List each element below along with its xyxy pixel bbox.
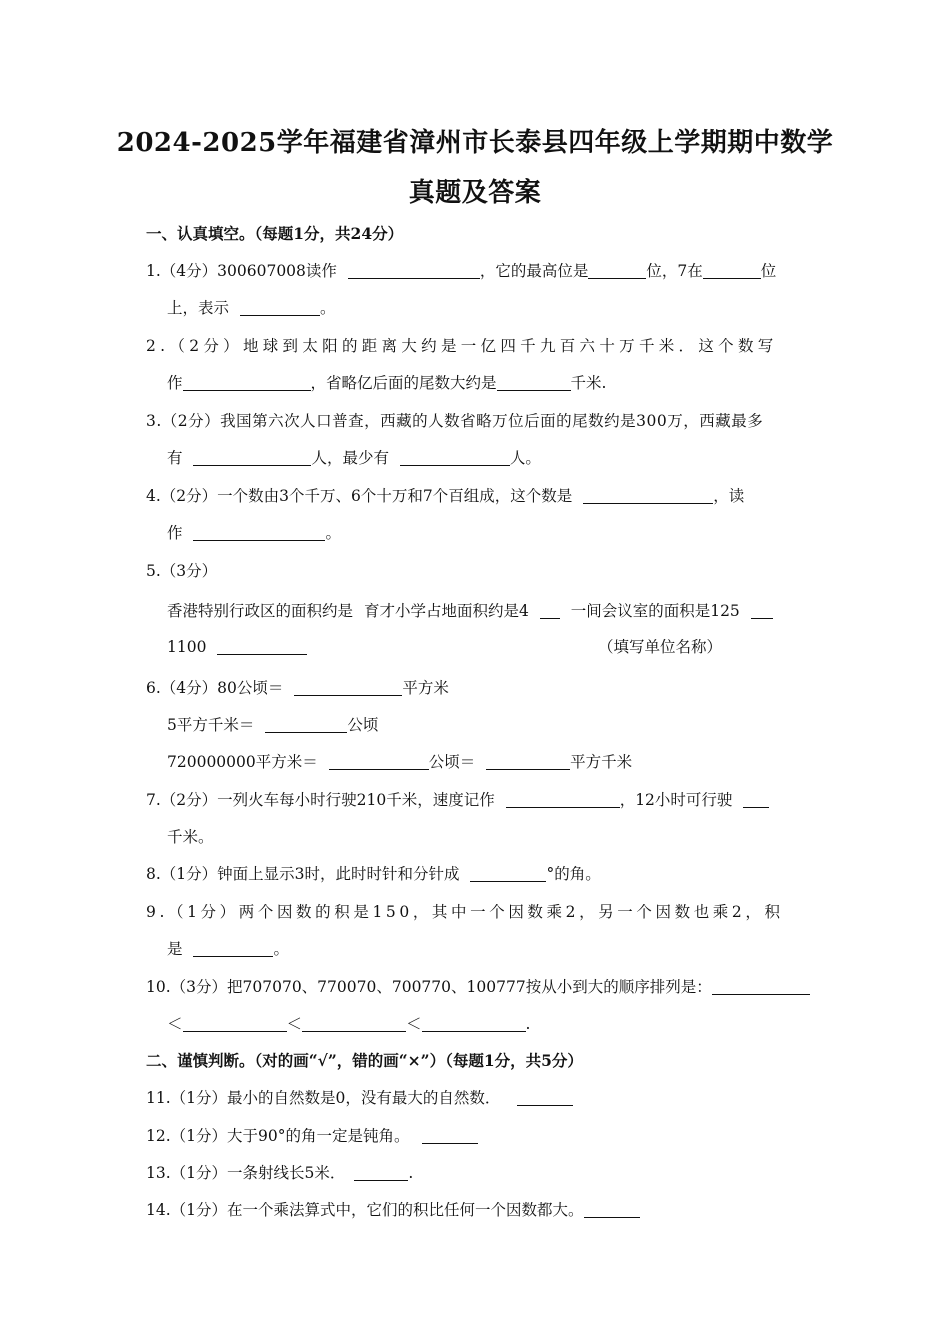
q2-blank-approx[interactable] bbox=[497, 374, 571, 391]
q5-blank-room-unit[interactable] bbox=[751, 602, 773, 619]
q2-text-d: 千米. bbox=[570, 374, 607, 392]
q9-text-b: 是 bbox=[167, 940, 183, 958]
q3-text-b: 有 bbox=[167, 449, 183, 467]
q14-text: 14.（1分）在一个乘法算式中，它们的积比任何一个因数都大。 bbox=[146, 1201, 584, 1219]
question-3-cont bbox=[167, 448, 541, 468]
question-5-table-row2 bbox=[167, 637, 307, 657]
q6-text-c: 5平方千米＝ bbox=[167, 716, 255, 734]
question-10-cont bbox=[167, 1014, 530, 1034]
q2-text-b: 作 bbox=[167, 374, 183, 392]
q1-text-f: 。 bbox=[319, 299, 336, 317]
document-title-line1: 2024-2025学年福建省漳州市长泰县四年级上学期期中数学 bbox=[116, 128, 834, 158]
q9-text: 9.（1分）两个因数的积是150，其中一个因数乘2，另一个因数也乘2，积 bbox=[146, 903, 784, 921]
q5-blank-school-unit[interactable] bbox=[540, 602, 560, 619]
q6-text-d: 公顷 bbox=[347, 716, 379, 734]
q11-text: 11.（1分）最小的自然数是0，没有最大的自然数． bbox=[146, 1089, 501, 1107]
q2-blank-number[interactable] bbox=[183, 374, 311, 391]
q3-blank-max[interactable] bbox=[193, 449, 311, 466]
q6-blank-hectare[interactable] bbox=[265, 716, 347, 733]
q1-text-d: 位 bbox=[760, 262, 777, 280]
q5-hint: （填写单位名称） bbox=[598, 638, 723, 656]
q4-text: 4.（2分）一个数由3个千万、6个十万和7个百组成，这个数是 bbox=[146, 487, 573, 505]
q11-blank-judge[interactable] bbox=[517, 1089, 573, 1106]
q6-text-g: 平方千米 bbox=[570, 753, 633, 771]
question-2-cont bbox=[167, 373, 606, 393]
q10-blank-4[interactable] bbox=[422, 1015, 526, 1032]
question-1-cont bbox=[167, 298, 335, 318]
question-9-cont bbox=[167, 939, 289, 959]
q3-text-c: 人，最少有 bbox=[311, 449, 389, 467]
q5-text: 5.（3分） bbox=[146, 562, 218, 580]
question-7 bbox=[146, 790, 769, 810]
question-6-line3 bbox=[167, 752, 632, 772]
q10-text: 10.（3分）把707070、770070、700770、100777按从小到大的顺序排列是： bbox=[146, 978, 712, 996]
q1-blank-highest-place[interactable] bbox=[588, 262, 646, 279]
q1-blank-meaning[interactable] bbox=[240, 299, 320, 316]
q10-end: . bbox=[525, 1015, 531, 1033]
q1-blank-place[interactable] bbox=[703, 262, 761, 279]
q10-lt-1: ＜ bbox=[167, 1015, 183, 1033]
q4-blank-number[interactable] bbox=[583, 487, 713, 504]
section-2-heading: 二、谨慎判断。（对的画“√”，错的画“×”）（每题1分，共5分） bbox=[146, 1051, 583, 1070]
q5-blank-hongkong-unit[interactable] bbox=[217, 638, 307, 655]
q6-text-f: 公顷＝ bbox=[428, 753, 476, 771]
q1-text-c: 位，7在 bbox=[646, 262, 703, 280]
q10-lt-3: ＜ bbox=[406, 1015, 422, 1033]
q10-blank-2[interactable] bbox=[183, 1015, 287, 1032]
question-10 bbox=[146, 977, 810, 997]
q3-text: 3.（2分）我国第六次人口普查，西藏的人数省略万位后面的尾数约是300万，西藏最多 bbox=[146, 412, 764, 430]
question-11 bbox=[146, 1088, 573, 1108]
q6-blank-hectare-2[interactable] bbox=[329, 753, 429, 770]
question-4-cont bbox=[167, 523, 341, 543]
q13-blank-judge[interactable] bbox=[354, 1164, 408, 1181]
q9-blank-product[interactable] bbox=[193, 940, 273, 957]
question-9 bbox=[146, 902, 784, 922]
question-8 bbox=[146, 864, 601, 884]
q8-text: 8.（1分）钟面上显示3时，此时时针和分针成 bbox=[146, 865, 460, 883]
q12-blank-judge[interactable] bbox=[422, 1127, 478, 1144]
q14-blank-judge[interactable] bbox=[584, 1201, 640, 1218]
q4-text-b: ，读 bbox=[713, 487, 745, 505]
question-13 bbox=[146, 1163, 413, 1183]
q9-text-c: 。 bbox=[273, 940, 289, 958]
q7-text-b: ，12小时可行驶 bbox=[619, 791, 733, 809]
q8-text-b: °的角。 bbox=[546, 865, 601, 883]
document-title-line2: 真题及答案 bbox=[408, 178, 542, 208]
q2-text: 2.（2分）地球到太阳的距离大约是一亿四千九百六十万千米．这个数写 bbox=[146, 337, 778, 355]
q6-blank-sqkm[interactable] bbox=[486, 753, 570, 770]
question-5-table-row1 bbox=[167, 601, 773, 621]
section-1-heading: 一、认真填空。（每题1分，共24分） bbox=[146, 224, 404, 243]
q4-blank-reading[interactable] bbox=[193, 524, 325, 541]
q3-blank-min[interactable] bbox=[400, 449, 510, 466]
q10-blank-1[interactable] bbox=[712, 978, 810, 995]
q5-item-hongkong: 香港特别行政区的面积约是 bbox=[167, 602, 354, 620]
question-2 bbox=[146, 336, 778, 356]
q3-text-d: 人。 bbox=[509, 449, 541, 467]
q1-text-e: 上，表示 bbox=[167, 299, 230, 317]
q13-end: . bbox=[408, 1164, 414, 1182]
q7-blank-distance[interactable] bbox=[743, 791, 769, 808]
q5-item-meeting-room: 一间会议室的面积是125 bbox=[570, 602, 740, 620]
q1-text: 1.（4分）300607008读作 bbox=[146, 262, 337, 280]
question-5 bbox=[146, 561, 217, 581]
question-14 bbox=[146, 1200, 640, 1220]
question-3 bbox=[146, 411, 763, 431]
q5-hongkong-value: 1100 bbox=[167, 638, 207, 656]
question-7-cont: 千米。 bbox=[167, 828, 214, 846]
q4-text-d: 。 bbox=[325, 524, 341, 542]
question-1 bbox=[146, 261, 776, 281]
question-4 bbox=[146, 486, 744, 506]
q2-text-c: ，省略亿后面的尾数大约是 bbox=[310, 374, 497, 392]
q8-blank-angle[interactable] bbox=[470, 865, 546, 882]
q4-text-c: 作 bbox=[167, 524, 183, 542]
q5-item-school: 育才小学占地面积约是4 bbox=[363, 602, 529, 620]
question-6-line2 bbox=[167, 715, 378, 735]
q7-blank-speed[interactable] bbox=[506, 791, 620, 808]
q1-text-b: ，它的最高位是 bbox=[479, 262, 589, 280]
q6-text: 6.（4分）80公顷＝ bbox=[146, 679, 284, 697]
q6-text-b: 平方米 bbox=[402, 679, 449, 697]
q1-blank-reading[interactable] bbox=[348, 262, 480, 279]
q12-text: 12.（1分）大于90°的角一定是钝角。 bbox=[146, 1127, 410, 1145]
question-6 bbox=[146, 678, 449, 698]
q6-text-e: 720000000平方米＝ bbox=[167, 753, 318, 771]
q10-blank-3[interactable] bbox=[302, 1015, 406, 1032]
question-12 bbox=[146, 1126, 478, 1146]
q6-blank-sqm[interactable] bbox=[294, 679, 402, 696]
q13-text: 13.（1分）一条射线长5米． bbox=[146, 1164, 346, 1182]
q10-lt-2: ＜ bbox=[286, 1015, 303, 1033]
q7-text: 7.（2分）一列火车每小时行驶210千米，速度记作 bbox=[146, 791, 495, 809]
